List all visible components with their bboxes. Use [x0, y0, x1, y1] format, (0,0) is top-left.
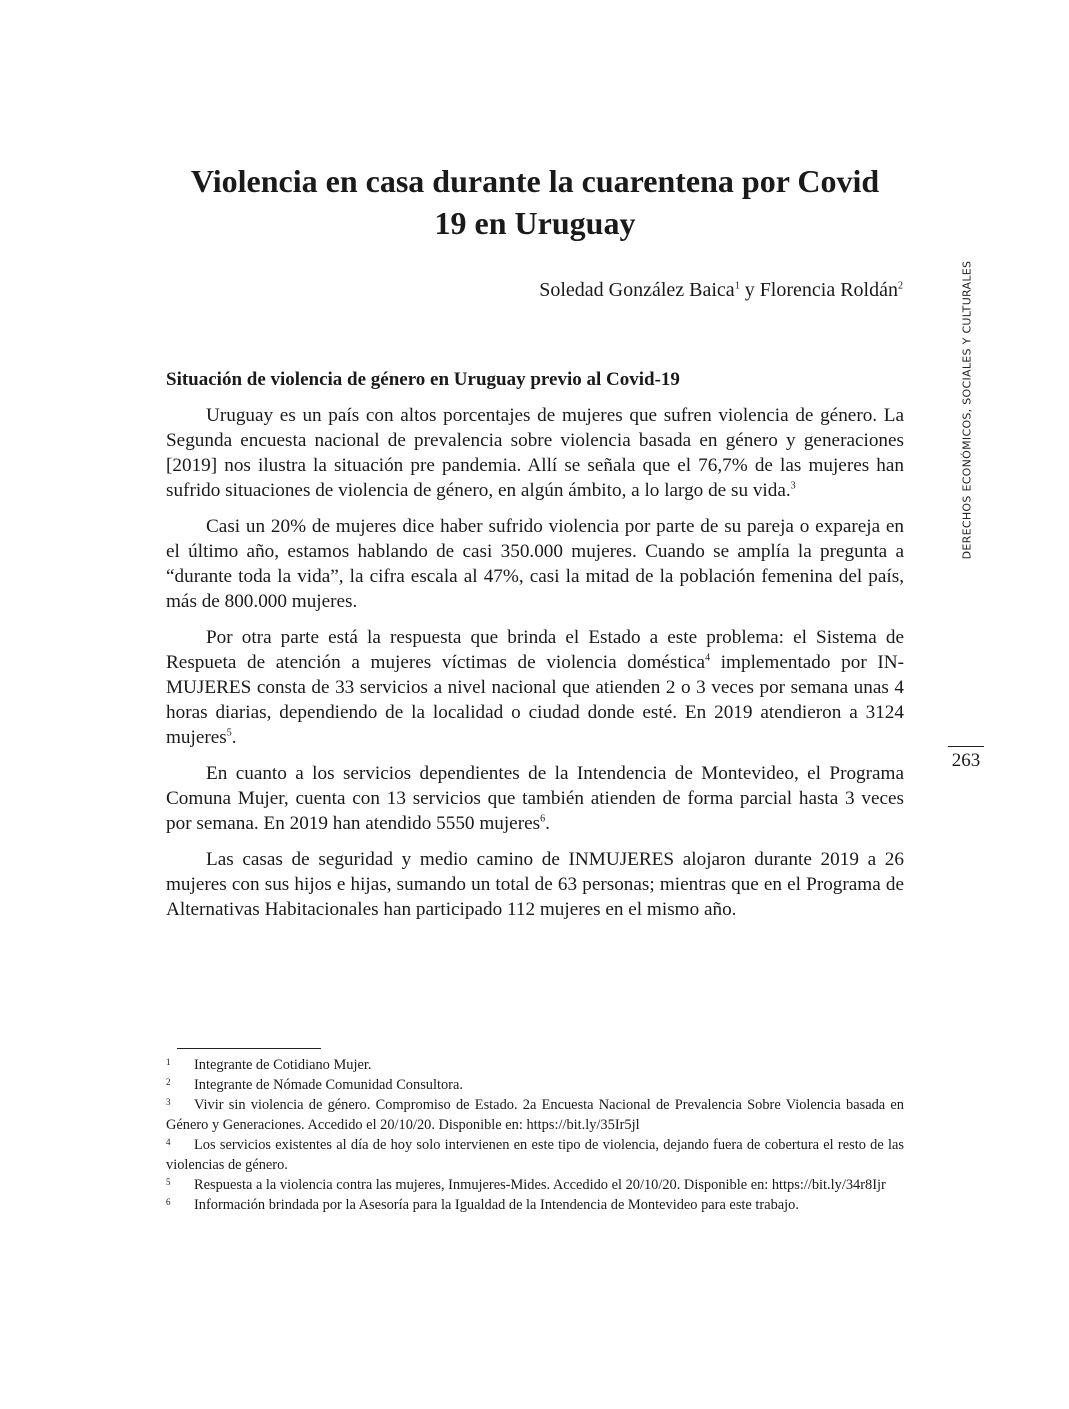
article-title-line-1: Violencia en casa durante la cuarentena por Covid: [190, 163, 880, 199]
footnote-1: [166, 1055, 904, 1075]
paragraph-2-text: Casi un 20% de mujeres dice haber sufrido violencia por parte de su pareja o expareja en el último año, estamos hablando de casi 350.000 mujeres. Cuando se amplía la pregunta a “durante toda la vida”, la cifra escala al 47%, casi la mitad de la población femenina del país, más de 800.000 mujeres.: [166, 516, 904, 612]
footnote-number: 6: [166, 1197, 171, 1207]
footnote-number: 2: [166, 1077, 171, 1087]
footnote-text: Integrante de Nómade Comunidad Consultora.: [194, 1077, 463, 1093]
authors-line: [539, 279, 903, 302]
paragraph-3: [166, 625, 904, 750]
author-name-2: Florencia Roldán: [759, 279, 898, 301]
footnote-ref-2[interactable]: 2: [898, 280, 903, 292]
footnote-6: [166, 1195, 904, 1215]
section-heading: Situación de violencia de género en Uruguay previo al Covid-19: [166, 369, 680, 390]
footnote-text: Vivir sin violencia de género. Compromiso de Estado. 2a Encuesta Nacional de Prevalencia Sobre Violencia basada en Género y Generaciones. Accedido el 20/10/20. Disponible en: https://bit.ly/35Ir5jl: [166, 1097, 904, 1133]
footnote-ref-1[interactable]: 1: [734, 280, 740, 292]
footnote-number: 1: [166, 1057, 171, 1067]
footnote-divider: [177, 1048, 321, 1049]
footnote-3: [166, 1095, 904, 1135]
footnote-text: Integrante de Cotidiano Mujer.: [194, 1057, 372, 1073]
paragraph-4-text: En cuanto a los servicios dependientes de la Intendencia de Montevideo, el Programa Comuna Mujer, cuenta con 13 servicios que también atienden de forma parcial hasta 3 veces por semana. En 2019 han atendido 5550 mujeres: [166, 763, 904, 834]
footnote-4: [166, 1135, 904, 1175]
footnote-text: Los servicios existentes al día de hoy solo intervienen en este tipo de violencia, dejando fuera de cobertura el resto de las violencias de género.: [166, 1137, 904, 1173]
footnote-5: [166, 1175, 904, 1195]
paragraph-4: [166, 761, 904, 836]
footnote-2: [166, 1075, 904, 1095]
footnote-text: Respuesta a la violencia contra las mujeres, Inmujeres-Mides. Accedido el 20/10/20. Disponible en: https://bit.ly/34r8Ijr: [194, 1177, 886, 1193]
paragraph-3-text-a: Por otra parte está la respuesta que brinda el Estado a este problema: el Sistema de Respueta de atención a mujeres víctimas de violencia doméstica: [166, 627, 904, 673]
paragraph-3-text-c: .: [231, 727, 237, 748]
paragraph-1-text: Uruguay es un país con altos porcentajes de mujeres que sufren violencia de género. La Segunda encuesta nacional de prevalencia sobre violencia basada en género y generaciones [2019] nos ilustra la situación pre pandemia. Allí se señala que el 76,7% de las mujeres han sufrido situaciones de violencia de género, en algún ámbito, a lo largo de su vida.: [166, 405, 904, 501]
footnote-ref-4[interactable]: 4: [705, 652, 711, 664]
article-title-line-2: 19 en Uruguay: [434, 205, 636, 241]
article-title: [150, 160, 920, 244]
author-name-1: Soledad González Baica: [539, 279, 735, 301]
footnote-ref-3[interactable]: 3: [790, 480, 796, 492]
page-number-rule: [948, 746, 984, 747]
paragraph-5-text: Las casas de seguridad y medio camino de INMUJERES alojaron durante 2019 a 26 mujeres con sus hijos e hijas, sumando un total de 63 personas; mientras que en el Programa de Alternativas Habitacionales han participado 112 mujeres en el mismo año.: [166, 849, 904, 920]
page-number: 263: [951, 750, 981, 771]
paragraph-2: [166, 514, 904, 614]
paragraph-4-end: .: [545, 813, 550, 834]
authors-connector: y: [739, 279, 760, 301]
paragraph-1: [166, 403, 904, 503]
body-text: [166, 403, 904, 933]
paragraph-5: [166, 847, 904, 922]
footnotes: [166, 1055, 904, 1215]
footnote-ref-5[interactable]: 5: [226, 727, 232, 739]
running-section-label: DERECHOS ECONÓMICOS, SOCIALES Y CULTURALES: [960, 260, 974, 560]
footnote-number: 5: [166, 1177, 171, 1187]
footnote-number: 4: [166, 1137, 171, 1147]
footnote-number: 3: [166, 1097, 171, 1107]
footnote-ref-6[interactable]: 6: [540, 813, 546, 825]
footnote-text: Información brindada por la Asesoría para la Igualdad de la Intendencia de Montevideo para este trabajo.: [194, 1197, 799, 1213]
paragraph-3-text-b: implementado por INMUJERES consta de 33 servicios a nivel nacional que atienden 2 o 3 veces por semana unas 4 horas diarias, dependiendo de la localidad o ciudad donde esté. En 2019 atendieron a 3124 mujeres: [166, 652, 904, 748]
